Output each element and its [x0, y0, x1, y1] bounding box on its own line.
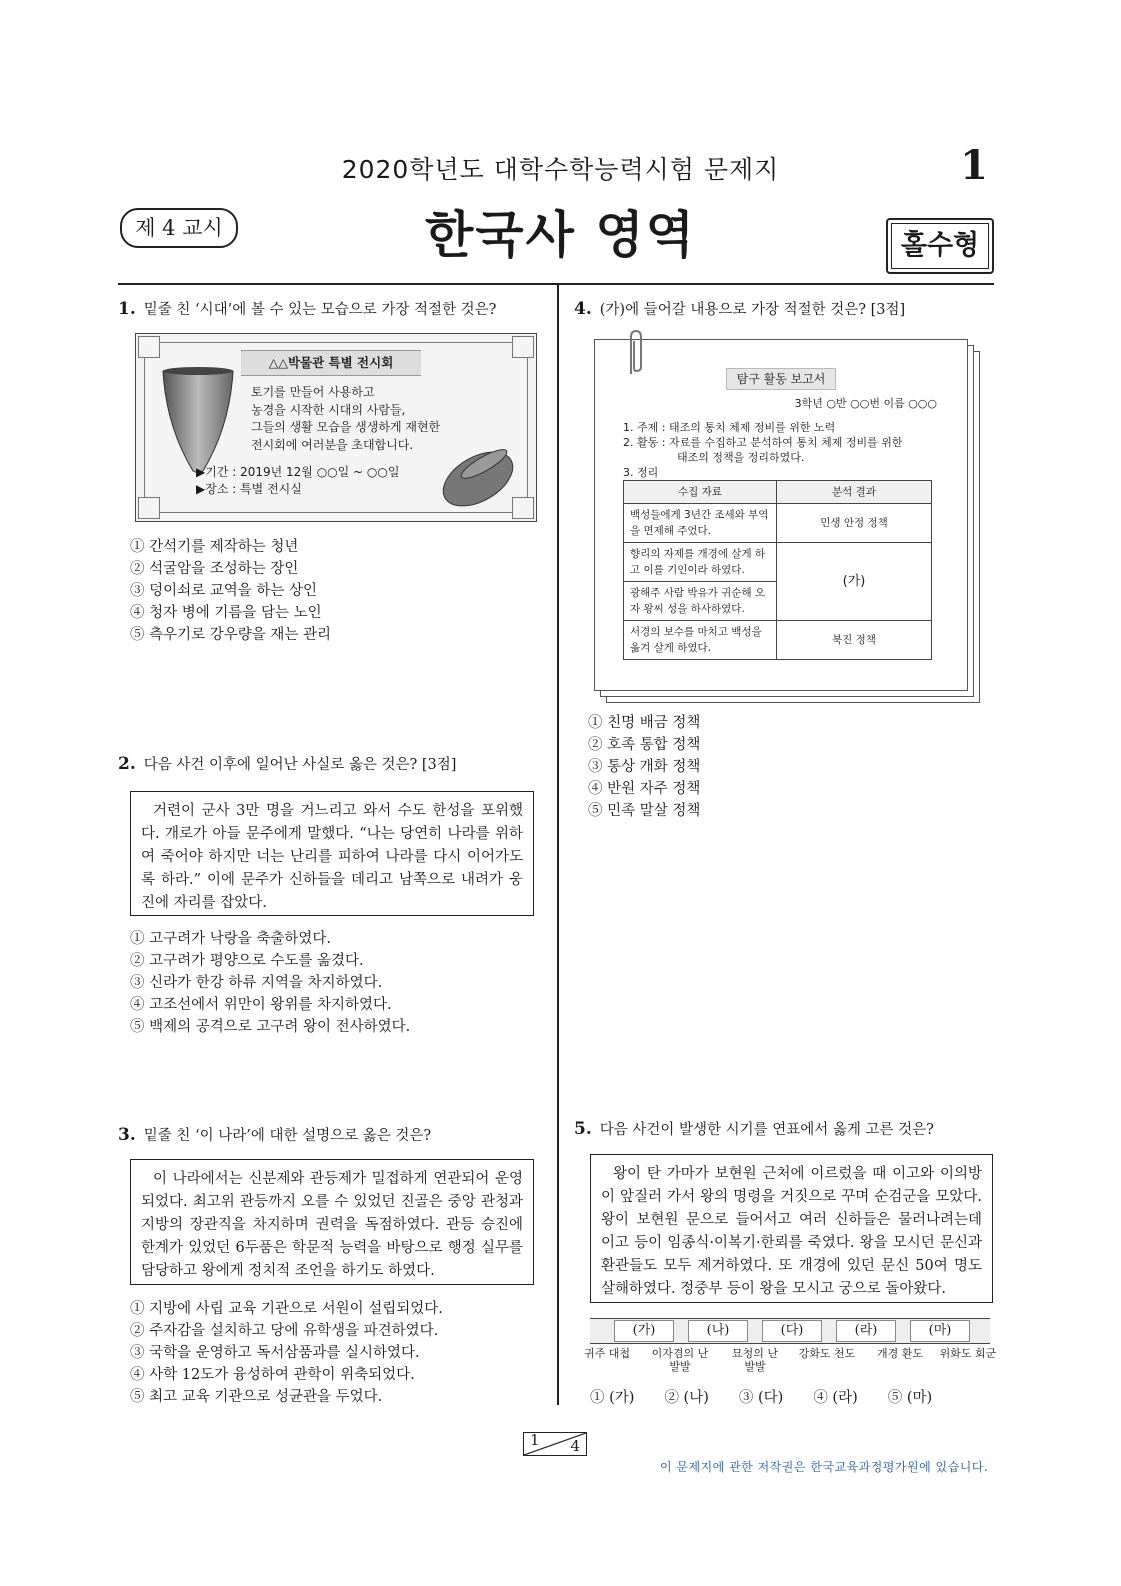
museum-exhibit-panel	[135, 333, 537, 522]
exam-type-box	[886, 218, 994, 274]
timeline-segment: (다)	[762, 1320, 822, 1342]
question-number: 4.	[574, 299, 592, 319]
question-4-title	[574, 298, 905, 319]
question-3-title	[118, 1124, 431, 1145]
page-indicator	[523, 1432, 587, 1456]
question-2-passage: 거련이 군사 3만 명을 거느리고 와서 수도 한성을 포위했다. 개로가 아들 문주에게 말했다. “나는 당연히 나라를 위하여 죽어야 하지만 너는 난리를 피하여 나라를 다시 이어가도록 하라.” 이에 문주가 신하들을 데리고 남쪽으로 내려가 웅진에 자리를 잡았다.	[130, 791, 534, 916]
choice[interactable]: ⑤ (마)	[887, 1390, 933, 1406]
timeline-event: 개경 환도	[876, 1347, 923, 1360]
choice[interactable]: ③ (다)	[738, 1390, 784, 1406]
report-table	[623, 480, 932, 660]
choice[interactable]: ④ 청자 병에 기름을 담는 노인	[130, 605, 322, 621]
choice[interactable]: ① 간석기를 제작하는 청년	[130, 539, 299, 555]
choice[interactable]: ④ 고조선에서 위만이 왕위를 차지하였다.	[130, 997, 392, 1013]
report-summary-heading: 3. 정리	[623, 466, 659, 479]
choice[interactable]: ② 주자감을 설치하고 당에 유학생을 파견하였다.	[130, 1323, 439, 1339]
report-activity: 2. 활동 : 자료를 수집하고 분석하여 통치 체제 정비를 위한	[623, 436, 903, 449]
choice[interactable]: ① 지방에 사립 교육 기관으로 서원이 설립되었다.	[130, 1301, 443, 1317]
timeline-event: 묘청의 난 발발	[731, 1347, 778, 1373]
question-3-choices	[130, 1298, 443, 1408]
choice[interactable]: ⑤ 최고 교육 기관으로 성균관을 두었다.	[130, 1389, 383, 1405]
table-cell: 민생 안정 정책	[777, 504, 932, 543]
choice[interactable]: ③ 신라가 한강 하류 지역을 차지하였다.	[130, 975, 383, 991]
table-cell: 향리의 자제를 개경에 살게 하고 이를 기인이라 하였다.	[624, 543, 777, 582]
table-row	[624, 543, 932, 582]
choice[interactable]: ④ 반원 자주 정책	[588, 781, 701, 797]
current-page: 1	[530, 1431, 540, 1449]
question-text: (가)에 들어갈 내용으로 가장 적절한 것은? [3점]	[599, 302, 906, 318]
question-2-title	[118, 753, 456, 774]
choice[interactable]: ④ (라)	[813, 1390, 858, 1406]
question-number: 3.	[118, 1125, 136, 1145]
timeline-event: 이자겸의 난 발발	[651, 1347, 709, 1373]
choice[interactable]: ① (가)	[590, 1390, 635, 1406]
question-number: 2.	[118, 754, 136, 774]
question-5-choices	[590, 1386, 932, 1407]
question-5-title	[574, 1118, 934, 1139]
question-1-title	[118, 298, 496, 319]
question-2-choices	[130, 928, 410, 1038]
page-number: 1	[960, 142, 988, 189]
timeline-segment: (가)	[614, 1320, 674, 1342]
report-activity-cont: 태조의 정책을 정리하였다.	[677, 451, 805, 464]
total-pages: 4	[570, 1437, 580, 1455]
paper-clip-icon	[625, 329, 647, 379]
table-cell: 백성들에게 3년간 조세와 부역을 면제해 주었다.	[624, 504, 777, 543]
report-sheet	[594, 339, 968, 691]
grinding-stone-image	[436, 434, 521, 509]
choice[interactable]: ② 고구려가 평양으로 수도를 옮겼다.	[130, 953, 364, 969]
exhibit-place: ▶장소 : 특별 전시실	[196, 482, 302, 496]
report-items	[623, 420, 902, 480]
table-row	[624, 504, 932, 543]
subject-title: 한국사 영역	[425, 206, 696, 264]
question-3-passage: 이 나라에서는 신분제와 관등제가 밀접하게 연관되어 운영되었다. 최고위 관등까지 오를 수 있었던 진골은 중앙 관청과 지방의 장관직을 차지하며 권력을 독점하였다. 관등 승진에 한계가 있었던 6두품은 학문적 능력을 바탕으로 행정 실무를 담당하고 왕에게 정치적 조언을 하기도 하였다.	[130, 1159, 534, 1285]
exhibit-line: 농경을 시작한 시대의 사람들,	[251, 402, 406, 417]
question-number: 5.	[574, 1119, 592, 1139]
choice[interactable]: ① 고구려가 낙랑을 축출하였다.	[130, 931, 332, 947]
table-header: 분석 결과	[777, 481, 932, 504]
question-1-choices	[130, 536, 331, 646]
timeline-event: 위화도 회군	[939, 1347, 997, 1360]
timeline-segment: (마)	[910, 1320, 970, 1342]
exam-type-label: 홀수형	[891, 223, 989, 269]
choice[interactable]: ② 석굴암을 조성하는 장인	[130, 561, 299, 577]
choice[interactable]: ⑤ 백제의 공격으로 고구려 왕이 전사하였다.	[130, 1019, 411, 1035]
choice[interactable]: ④ 사학 12도가 융성하여 관학이 위축되었다.	[130, 1367, 415, 1383]
exhibit-line: 전시회에 여러분을 초대합니다.	[251, 437, 414, 452]
table-row	[624, 621, 932, 660]
timeline-segment: (라)	[836, 1320, 896, 1342]
timeline-event: 강화도 천도	[798, 1347, 856, 1360]
choice[interactable]: ③ 덩이쇠로 교역을 하는 상인	[130, 583, 318, 599]
timeline-event: 귀주 대첩	[583, 1347, 630, 1360]
exhibit-line: 그들의 생활 모습을 생생하게 재현한	[251, 420, 441, 434]
header-divider	[118, 283, 994, 285]
table-header: 수집 자료	[624, 481, 777, 504]
exhibit-line: 토기를 만들어 사용하고	[251, 385, 375, 399]
copyright-notice: 이 문제지에 관한 저작권은 한국교육과정평가원에 있습니다.	[660, 1460, 989, 1474]
choice[interactable]: ② 호족 통합 정책	[588, 737, 701, 753]
choice[interactable]: ③ 통상 개화 정책	[588, 759, 701, 775]
period-badge: 제 4 교시	[120, 208, 238, 248]
question-text: 밑줄 친 ‘시대’에 볼 수 있는 모습으로 가장 적절한 것은?	[143, 302, 497, 318]
question-text: 다음 사건이 발생한 시기를 연표에서 옳게 고른 것은?	[599, 1122, 934, 1138]
exhibit-title: △△박물관 특별 전시회	[241, 350, 421, 376]
question-text: 밑줄 친 ‘이 나라’에 대한 설명으로 옳은 것은?	[143, 1128, 432, 1144]
exam-title: 2020학년도 대학수학능력시험 문제지	[341, 155, 780, 184]
exhibit-description	[251, 384, 440, 454]
question-4-choices	[588, 712, 700, 822]
report-sheet-stack	[590, 335, 990, 707]
question-5-passage: 왕이 탄 가마가 보현원 근처에 이르렀을 때 이고와 이의방이 앞질러 가서 왕의 명령을 거짓으로 꾸며 순검군을 모았다. 왕이 보현원 문으로 들어서고 여러 신하들은 물러나려는데 이고 등이 임종식·이복기·한뢰를 죽였다. 왕을 모시던 문신과 환관들도 모두 제거하였다. 또 개경에 있던 문신 50여 명도 살해하였다. 정중부 등이 왕을 모시고 궁으로 돌아왔다.	[590, 1154, 993, 1303]
table-cell: 서경의 보수를 마치고 백성을 옮겨 살게 하였다.	[624, 621, 777, 660]
choice[interactable]: ⑤ 민족 말살 정책	[588, 803, 701, 819]
report-topic: 1. 주제 : 태조의 통치 체제 정비를 위한 노력	[623, 421, 836, 434]
table-cell: 북진 정책	[777, 621, 932, 660]
comb-pottery-image	[158, 366, 238, 476]
blank-cell-ga: (가)	[777, 543, 932, 621]
choice[interactable]: ⑤ 측우기로 강우량을 재는 관리	[130, 627, 332, 643]
question-number: 1.	[118, 299, 136, 319]
exhibit-period: ▶기간 : 2019년 12월 ○○일 ~ ○○일	[196, 465, 400, 479]
report-title: 탐구 활동 보고서	[726, 368, 837, 390]
exhibit-info	[196, 464, 399, 498]
choice[interactable]: ③ 국학을 운영하고 독서삼품과를 실시하였다.	[130, 1345, 420, 1361]
choice[interactable]: ① 친명 배금 정책	[588, 715, 701, 731]
timeline-segment: (나)	[688, 1320, 748, 1342]
column-divider	[557, 285, 559, 1405]
choice[interactable]: ② (나)	[664, 1390, 709, 1406]
table-cell: 광해주 사람 박유가 귀순해 오자 왕씨 성을 하사하였다.	[624, 582, 777, 621]
report-class-line: 3학년 ○반 ○○번 이름 ○○○	[794, 397, 937, 410]
question-text: 다음 사건 이후에 일어난 사실로 옳은 것은? [3점]	[143, 757, 457, 773]
